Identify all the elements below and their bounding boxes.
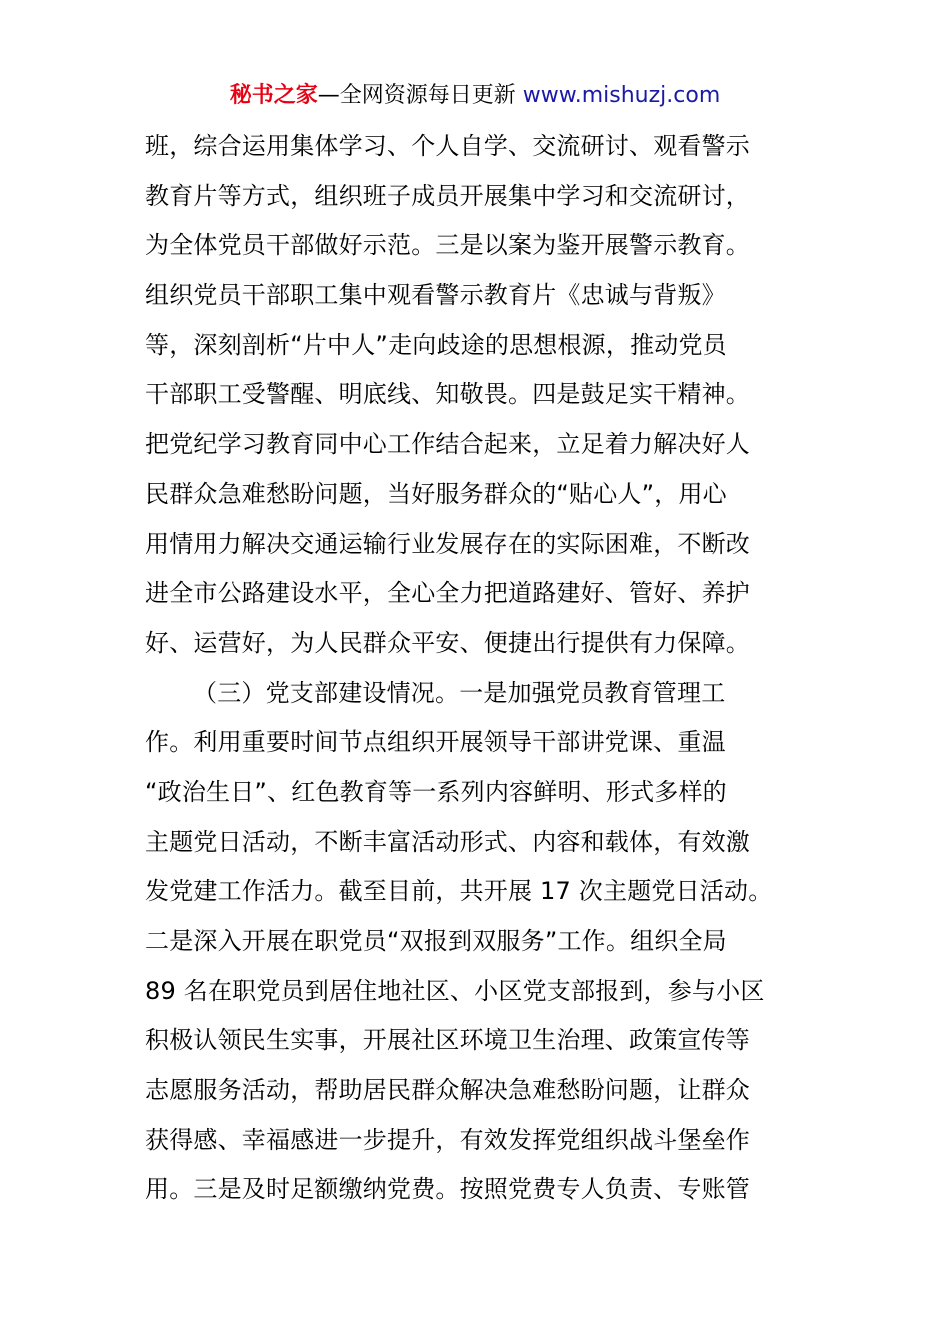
text-line: 民群众急难愁盼问题，当好服务群众的“贴心人”，用心: [145, 479, 727, 508]
text-line: 好、运营好，为人民群众平安、便捷出行提供有力保障。: [145, 628, 750, 657]
text-line: 作。利用重要时间节点组织开展领导干部讲党课、重温: [145, 728, 726, 757]
text-line: 获得感、幸福感进一步提升，有效发挥党组织战斗堡垒作: [145, 1125, 750, 1154]
text-line: 为全体党员干部做好示范。三是以案为鉴开展警示教育。: [145, 231, 750, 260]
text-line: 志愿服务活动，帮助居民群众解决急难愁盼问题，让群众: [145, 1076, 750, 1105]
text-line: 二是深入开展在职党员“双报到双服务”工作。组织全局: [145, 927, 727, 955]
text-line: 把党纪学习教育同中心工作结合起来，立足着力解决好人: [145, 430, 750, 459]
header-tagline: —全网资源每日更新: [317, 83, 516, 108]
page-header: [0, 80, 950, 112]
text-line: 教育片等方式，组织班子成员开展集中学习和交流研讨，: [145, 181, 750, 210]
text-line: 发党建工作活力。截至目前，共开展 17 次主题党日活动。: [145, 877, 773, 906]
text-line: 组织党员干部职工集中观看警示教育片《忠诚与背叛》: [145, 281, 726, 310]
document-body: [145, 122, 825, 1215]
text-line: 积极认领民生实事，开展社区环境卫生治理、政策宣传等: [145, 1026, 750, 1055]
text-line: 等，深刻剖析“片中人”走向歧途的思想根源，推动党员: [145, 330, 727, 359]
section-heading-line: （三）党支部建设情况。一是加强党员教育管理工: [193, 678, 726, 707]
text-line: 进全市公路建设水平，全心全力把道路建好、管好、养护: [145, 579, 750, 608]
website-link[interactable]: www.mishuzj.com: [522, 83, 721, 108]
brand-name: 秘书之家: [229, 83, 318, 108]
text-line: 主题党日活动，不断丰富活动形式、内容和载体，有效激: [145, 827, 750, 856]
text-line: 用。三是及时足额缴纳党费。按照党费专人负责、专账管: [145, 1175, 750, 1204]
text-line: 班，综合运用集体学习、个人自学、交流研讨、观看警示: [145, 132, 750, 160]
text-line: “政治生日”、红色教育等一系列内容鲜明、形式多样的: [145, 777, 727, 806]
text-line: 用情用力解决交通运输行业发展存在的实际困难，不断改: [145, 529, 750, 558]
text-line: 89 名在职党员到居住地社区、小区党支部报到，参与小区: [145, 976, 765, 1005]
text-line: 干部职工受警醒、明底线、知敬畏。四是鼓足实干精神。: [145, 380, 750, 409]
